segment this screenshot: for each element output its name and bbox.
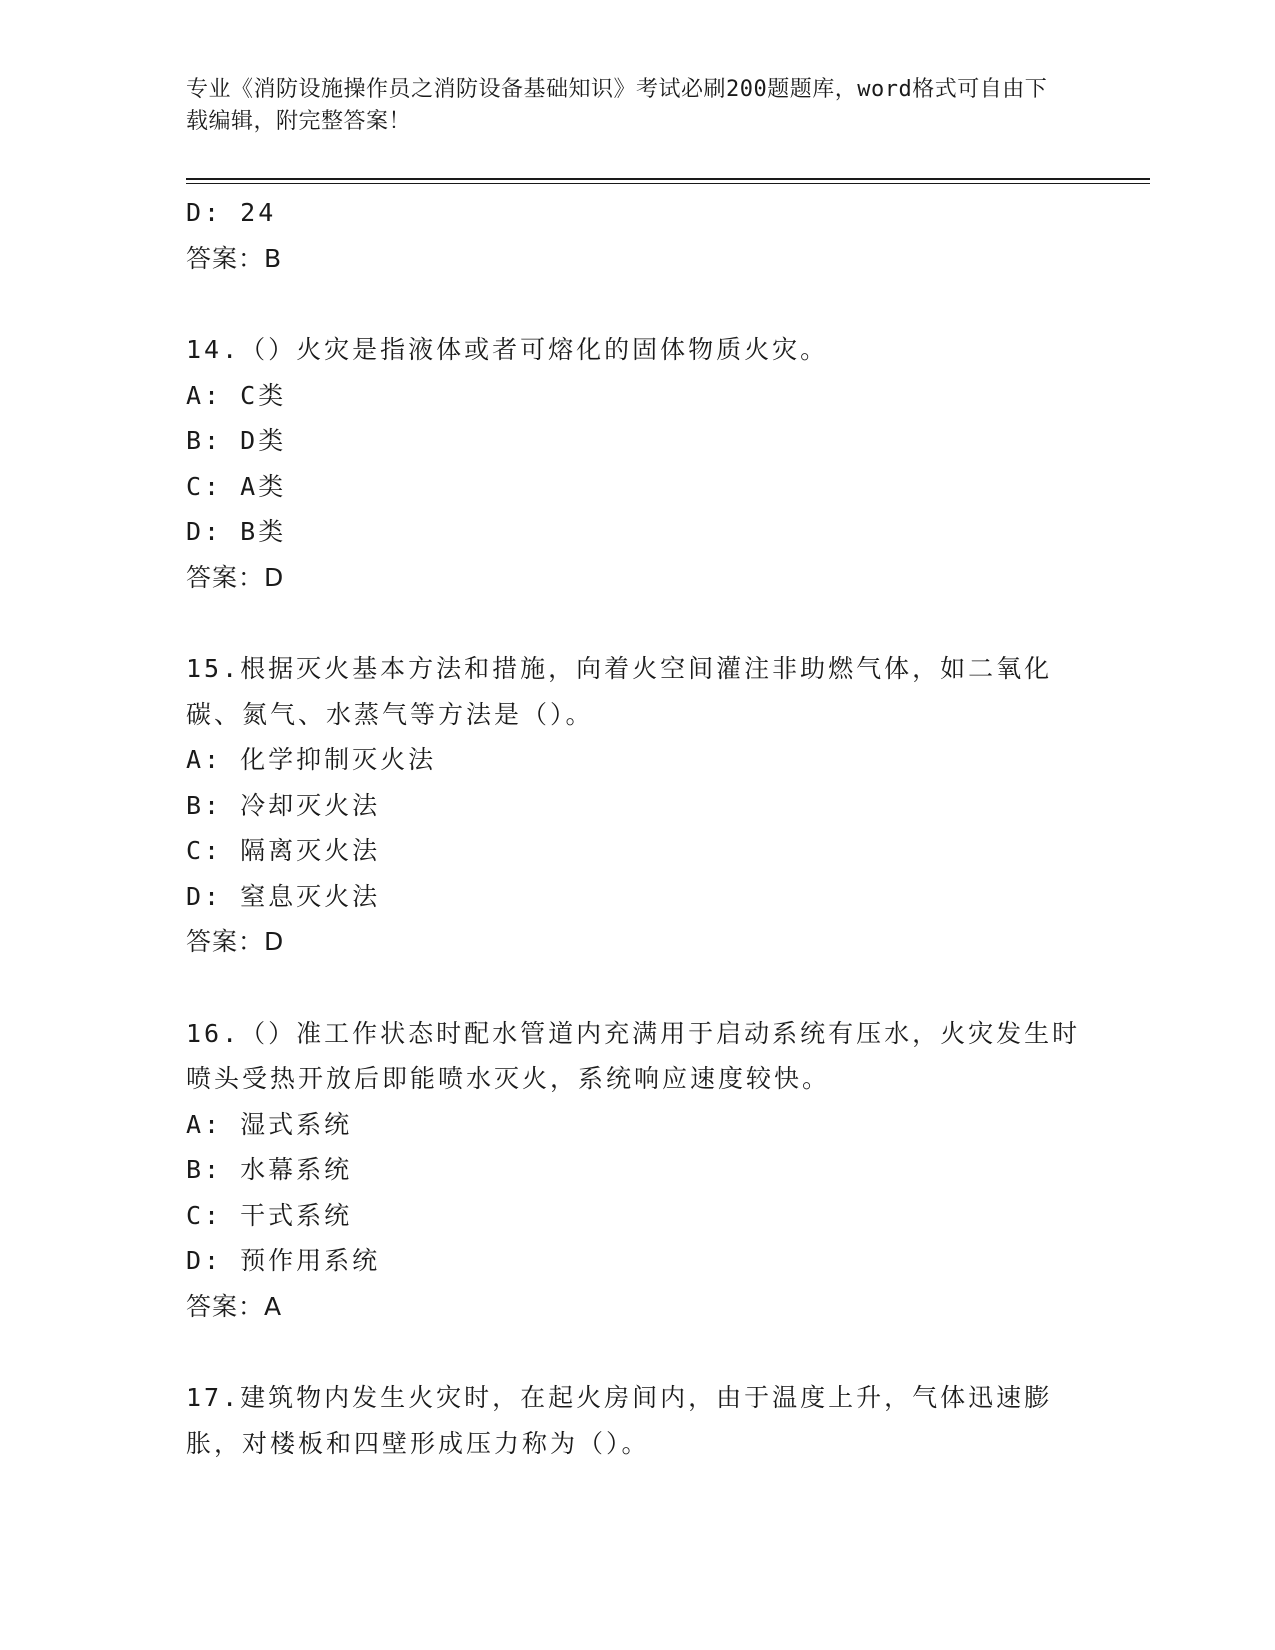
option-b: B: 冷却灭火法 [186,790,381,820]
answer: 答案：B [186,243,283,273]
question-stem: 14.（）火灾是指液体或者可熔化的固体物质火灾。 [186,335,829,364]
question-16 [186,1011,1086,1330]
question-15 [186,646,1086,965]
question-17 [186,1375,1086,1466]
answer: 答案：D [186,927,285,956]
header-divider [186,178,1150,180]
document-body [186,190,1086,1466]
page-header [186,74,1066,138]
answer: 答案：D [186,562,285,592]
header-divider-thin [186,183,1150,184]
option-a: A: C类 [186,380,287,410]
answer: 答案：A [186,1291,283,1321]
option-b: B: D类 [186,426,287,455]
option-b: B: 水幕系统 [186,1155,353,1184]
question-stem: 16.（）准工作状态时配水管道内充满用于启动系统有压水，火灾发生时喷头受热开放后即能喷水灭火，系统响应速度较快。 [186,1018,1081,1093]
question-14 [186,327,1086,600]
option-a: A: 化学抑制灭火法 [186,745,437,774]
question-stem: 17.建筑物内发生火灾时，在起火房间内，由于温度上升，气体迅速膨胀，对楼板和四壁形成压力称为（）。 [186,1383,1053,1458]
option-d: D: B类 [186,517,287,546]
option-d: D: 窒息灭火法 [186,881,381,911]
option-d: D: 24 [186,198,277,227]
option-c: C: A类 [186,471,287,501]
question-stem: 15.根据灭火基本方法和措施，向着火空间灌注非助燃气体，如二氧化碳、氮气、水蒸气等方法是（）。 [186,654,1053,729]
option-d: D: 预作用系统 [186,1246,381,1275]
question-13-tail [186,190,1086,281]
option-c: C: 隔离灭火法 [186,836,381,865]
option-c: C: 干式系统 [186,1200,353,1230]
page-header-title: 专业《消防设施操作员之消防设备基础知识》考试必刷200题题库，word格式可自由下载编辑，附完整答案！ [186,77,1048,134]
option-a: A: 湿式系统 [186,1109,353,1139]
